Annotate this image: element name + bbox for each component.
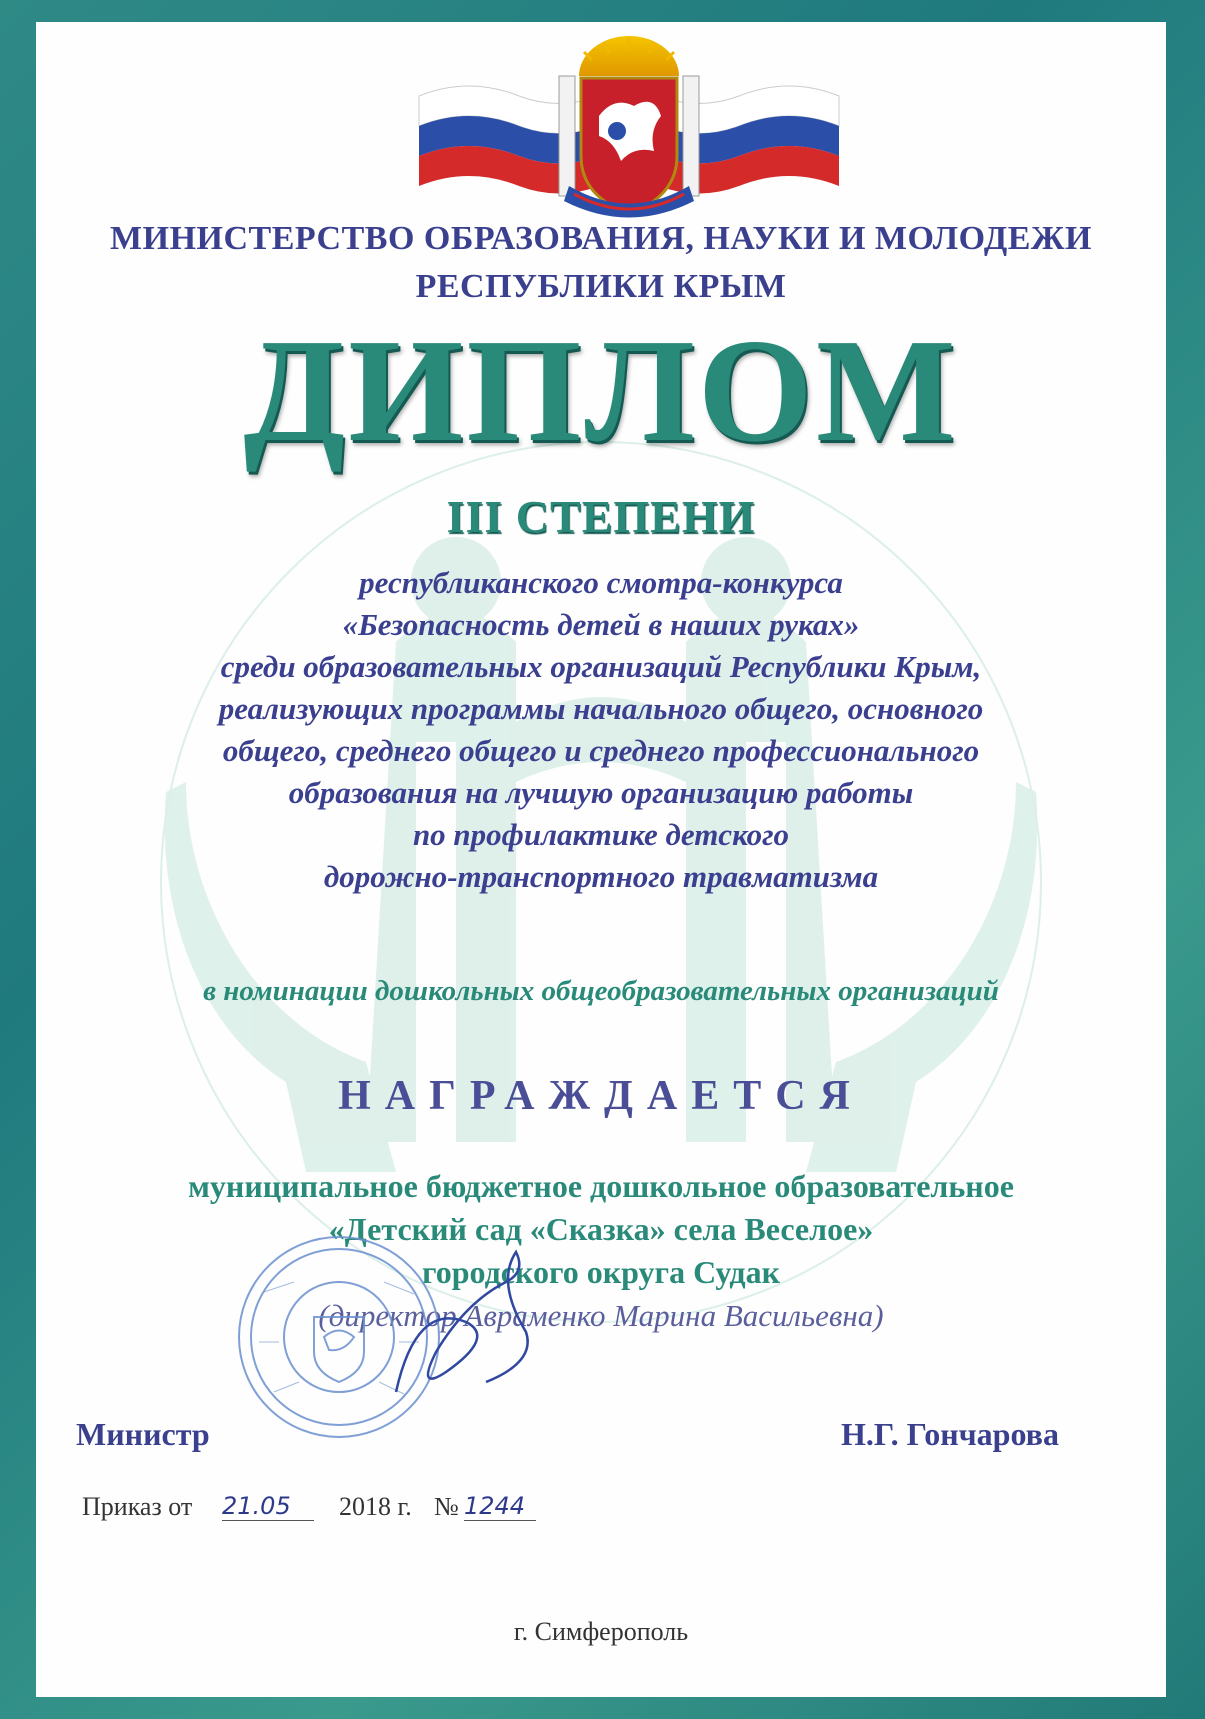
recipient-director: (директор Авраменко Марина Васильевна) [318,1298,884,1333]
description-line: реализующих программы начального общего, основного [218,691,984,726]
description-line: «Безопасность детей в наших руках» [342,607,860,642]
diploma-title: ДИПЛОМ [243,309,959,473]
city: г. Симферополь [513,1617,689,1646]
diploma-degree: III СТЕПЕНИ [446,491,756,542]
recipient-line1: муниципальное бюджетное дошкольное образовательное [188,1168,1014,1204]
order-number-label: № [434,1492,459,1521]
ministry-name-line2: РЕСПУБЛИКИ КРЫМ [415,268,787,305]
description-line: республиканского смотра-конкурса [359,565,843,600]
description-line: общего, среднего общего и среднего профессионального [222,733,980,768]
description-line: дорожно-транспортного травматизма [323,859,879,894]
certificate-paper [36,22,1166,1697]
nomination: в номинации дошкольных общеобразовательных организаций [203,975,999,1007]
awarded-heading: НАГРАЖДАЕТСЯ [338,1073,864,1119]
recipient-line3: городского округа Судак [421,1254,780,1290]
description-line: среди образовательных организаций Республики Крым, [220,649,982,684]
order-prefix: Приказ от [82,1492,193,1521]
order-date-handwritten: 21.05 [222,1492,314,1521]
ministry-name-line1: МИНИСТЕРСТВО ОБРАЗОВАНИЯ, НАУКИ И МОЛОДЕЖИ [110,220,1092,257]
signatory-name: Н.Г. Гончарова [841,1416,1059,1452]
signatory-role: Министр [76,1416,210,1452]
crimea-coat-of-arms-emblem [409,36,849,226]
order-year: 2018 г. [339,1492,412,1521]
order-number-handwritten: 1244 [464,1492,536,1521]
description-line: образования на лучшую организацию работы [288,775,914,810]
minister-signature [376,1242,556,1422]
description-line: по профилактике детского [412,817,790,852]
recipient-line2: «Детский сад «Сказка» села Веселое» [328,1211,874,1247]
